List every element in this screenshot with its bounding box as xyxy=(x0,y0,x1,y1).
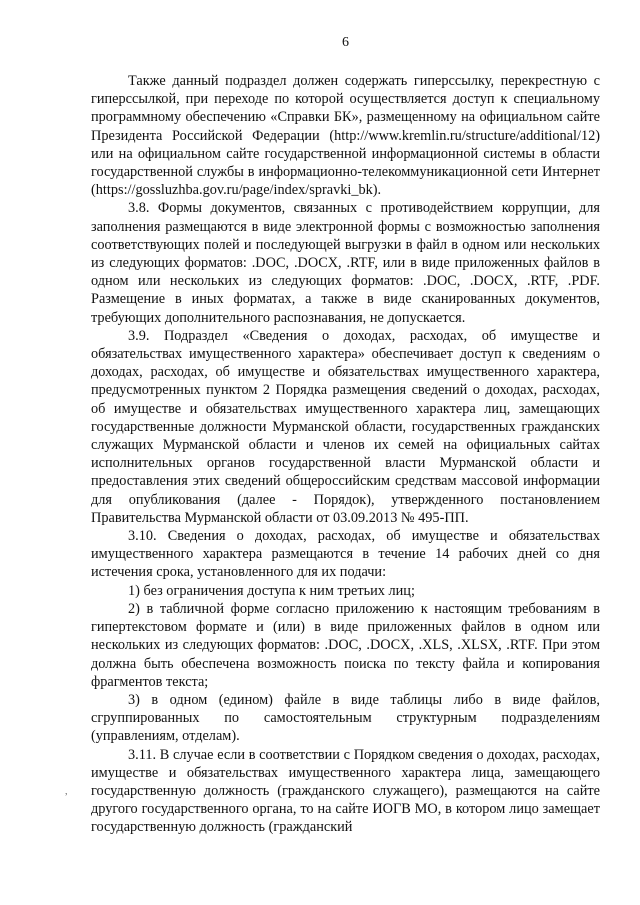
paragraph-3-9: 3.9. Подраздел «Сведения о доходах, расходах, об имуществе и обязательствах имущественного характера» обеспечивает доступ к сведениям о доходах, расходах, об имуществе и обязательствах имущественного характера, предусмотренных пунктом 2 Порядка размещения сведений о доходах, расходах, об имуществе и обязательствах имущественного характера лиц, замещающих государственные должности Мурманской области, государственных гражданских служащих Мурманской области и членов их семей на официальных сайтах исполнительных органов государственной власти Мурманской области и предоставления этих сведений общероссийским средствам массовой информации для опубликования (далее - Порядок), утвержденного постановлением Правительства Мурманской области от 03.09.2013 № 495-ПП. xyxy=(91,327,600,526)
scan-mark: , xyxy=(65,786,68,797)
list-item-1: 1) без ограничения доступа к ним третьих лиц; xyxy=(128,582,415,599)
paragraph-3-8: 3.8. Формы документов, связанных с противодействием коррупции, для заполнения размещаются в виде электронной формы с возможностью заполнения соответствующих полей и последующей выгрузки в файл в одном или нескольких из следующих форматов: .DOC, .DOCX, .RTF, или в виде приложенных файлов в одном или нескольких из следующих форматов: .DOC, .DOCX, .RTF, .PDF. Размещение в иных форматах, а также в виде сканированных документов, требующих дополнительного распознавания, не допускается. xyxy=(91,200,600,326)
page-number: 6 xyxy=(342,35,349,50)
list-item-3: 3) в одном (едином) файле в виде таблицы либо в виде файлов, сгруппированных по самостоятельным структурным подразделениям (управлениям, отделам). xyxy=(91,691,600,745)
paragraph-3-10: 3.10. Сведения о доходах, расходах, об имуществе и обязательствах имущественного характера размещаются в течение 14 рабочих дней со дня истечения срока, установленного для их подачи: xyxy=(91,528,600,581)
paragraph-3-11: 3.11. В случае если в соответствии с Порядком сведения о доходах, расходах, имуществе и обязательствах имущественного характера лица, замещающего государственную должность (гражданского служащего), размещаются на сайте другого государственного органа, то на сайте ИОГВ МО, в котором лицо замещает государственную должность (гражданский xyxy=(91,746,600,836)
paragraph-hyperlink-requirement: Также данный подраздел должен содержать гиперссылку, перекрестную с гиперссылкой, при переходе по которой осуществляется доступ к специальному программному обеспечению «Справки БК», размещенному на официальном сайте Президента Российской Федерации (http://www.kremlin.ru/structure/additional/12) или на официальном сайте государственной информационной системы в области государственной службы в информационно-телекоммуникационной сети Интернет (https://gossluzhba.gov.ru/page/index/spravki_bk). xyxy=(91,73,600,199)
list-item-2: 2) в табличной форме согласно приложению к настоящим требованиям в гипертекстовом формате и (или) в виде приложенных файлов в одном или нескольких из следующих форматов: .DOC, .DOCX, .XLS, .XLSX, .RTF. При этом должна быть обеспечена возможность поиска по тексту файла и копирования фрагментов текста; xyxy=(91,600,600,690)
page-body xyxy=(91,72,600,837)
